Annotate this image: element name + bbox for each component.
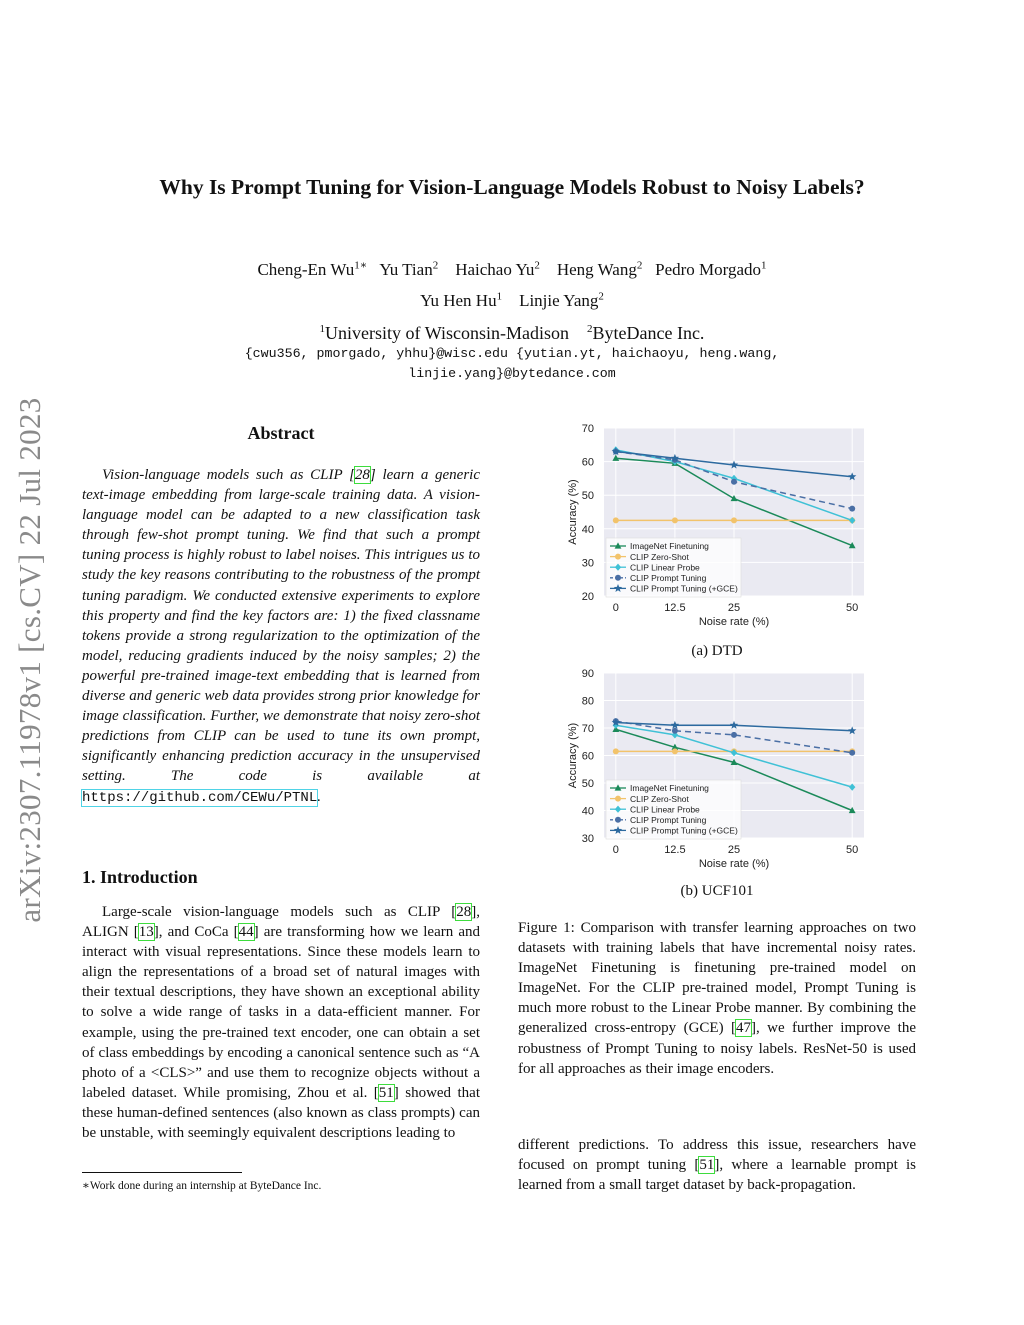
- author: Linjie Yang$^2$: [519, 290, 604, 310]
- legend-label: CLIP Linear Probe: [630, 804, 700, 815]
- y-tick-label: 80: [581, 695, 594, 708]
- subcaption-ucf101: (b) UCF101: [680, 883, 754, 899]
- y-tick-label: 30: [581, 833, 594, 845]
- citation-link[interactable]: 44: [238, 924, 254, 941]
- intro-heading: 1. Introduction: [82, 867, 198, 887]
- y-tick-label: 20: [581, 591, 594, 603]
- chart-ucf101-svg: [548, 660, 878, 875]
- citation-link[interactable]: 51: [699, 1157, 715, 1174]
- x-tick-label: 25: [727, 844, 741, 856]
- y-axis-label: Accuracy (%): [567, 479, 579, 545]
- author: Haichao Yu$^2$: [455, 259, 540, 279]
- x-axis-label: Noise rate (%): [698, 858, 770, 870]
- x-tick-label: 12.5: [664, 844, 686, 856]
- footnote-rule: [82, 1172, 242, 1173]
- emails-line-2: linjie.yang}@bytedance.com: [408, 366, 616, 381]
- x-tick-label: 12.5: [664, 602, 686, 614]
- data-point: [672, 728, 678, 734]
- citation-link[interactable]: 28: [456, 904, 472, 920]
- y-tick-label: 40: [581, 805, 594, 818]
- legend-marker: [615, 554, 621, 560]
- data-point: [672, 748, 678, 754]
- arxiv-stamp: [8, 365, 52, 955]
- y-tick-label: 70: [581, 723, 594, 735]
- chart-dtd: [548, 420, 878, 635]
- authors-line-1: [0, 258, 1024, 280]
- authors-line-2: [0, 290, 1024, 311]
- legend-marker: [615, 796, 621, 802]
- y-tick-label: 70: [581, 423, 594, 435]
- x-tick-label: 25: [727, 602, 741, 614]
- legend-label: ImageNet Finetuning: [630, 783, 709, 794]
- data-point: [731, 479, 737, 485]
- legend-label: CLIP Zero-Shot: [630, 551, 689, 562]
- chart-ucf101: [548, 660, 878, 875]
- legend-label: CLIP Prompt Tuning: [630, 573, 707, 583]
- data-point: [849, 750, 855, 756]
- data-point: [613, 517, 619, 523]
- legend-label: CLIP Linear Probe: [630, 562, 700, 573]
- citation-link[interactable]: 13: [138, 924, 154, 941]
- y-axis-label: Accuracy (%): [567, 722, 579, 789]
- right-column-text: different predictions. To address this issue, researchers have focused on prompt tuning [51], where a learnable prompt is learned from a small target dataset by back-propagation.: [518, 1137, 917, 1194]
- y-tick-label: 30: [581, 557, 594, 570]
- author: Yu Tian$^2$: [379, 259, 439, 279]
- arxiv-id: arXiv:2307.11978v1 [cs.CV] 22 Jul 2023: [12, 397, 47, 923]
- y-tick-label: 50: [581, 490, 594, 503]
- code-link[interactable]: https://github.com/CEWu/PTNL: [82, 789, 318, 806]
- legend-marker: [615, 575, 621, 581]
- abstract-text: Vision-language models such as CLIP [28] learn a generic text-image embedding from large-scale training data. A vision-language model can be adapted to a new classification task through few-shot prompt tuning. We find that such a prompt tuning process is highly robust to label noises. This intrigues us to study the key reasons contributing to the robustness of the prompt tuning paradigm. We conducted extensive experiments to explore this property and find the key factors are: 1) the fixed classname tokens provide a strong regularization to the optimization of the model, reducing gradients induced by the noisy samples; 2) the powerful pre-trained image-text embedding that is learned from diverse and generic web data provides strong prior knowledge for image classification. Further, we demonstrate that noisy zero-shot predictions from CLIP can be used to tune its own prompt, significantly enhancing prediction accuracy in the unsupervised setting. The code is available at https://github.com/CEWu/PTNL.: [82, 467, 480, 806]
- y-tick-label: 90: [581, 668, 594, 680]
- chart-dtd-svg: [548, 420, 878, 635]
- x-tick-label: 50: [846, 602, 859, 614]
- intro-text: Large-scale vision-language models such as CLIP [28], ALIGN [13], and CoCa [44] are transforming how we learn and interact with visual representations. Since these models learn to align the representations of a broad set of natural images with their textual descriptions, they have shown an exceptional ability to solve a wide range of tasks in a data-efficient manner. For example, using the pre-trained text encoder, one can obtain a set of class embeddings by encoding a canonical sentence such as “A photo of a <CLS>” and use them to recognize objects without a labeled dataset. While promising, Zhou et al. [51] showed that these human-defined sentences (also known as class prompts) can be unstable, with seemingly equivalent descriptions leading to: [82, 904, 480, 1142]
- legend-marker: [615, 817, 621, 823]
- legend-label: ImageNet Finetuning: [630, 541, 709, 552]
- legend-label: CLIP Zero-Shot: [630, 793, 689, 804]
- author: Heng Wang$^2$: [556, 259, 643, 279]
- author: Pedro Morgado$^1$: [655, 259, 767, 279]
- x-axis-label: Noise rate (%): [698, 616, 770, 628]
- y-tick-label: 40: [581, 523, 594, 536]
- data-point: [731, 517, 737, 523]
- x-tick-label: 0: [612, 602, 619, 614]
- paper-title: Why Is Prompt Tuning for Vision-Language Models Robust to Noisy Labels?: [159, 175, 865, 199]
- y-tick-label: 60: [581, 750, 594, 763]
- data-point: [613, 748, 619, 754]
- legend-label: CLIP Prompt Tuning (+GCE): [630, 825, 738, 836]
- subcaption-dtd: (a) DTD: [691, 643, 743, 659]
- author: Yu Hen Hu$^1$: [420, 290, 503, 310]
- citation-link[interactable]: 51: [378, 1084, 394, 1101]
- y-tick-label: 60: [581, 456, 594, 469]
- data-point: [731, 732, 737, 738]
- y-tick-label: 50: [581, 778, 594, 790]
- legend-label: CLIP Prompt Tuning (+GCE): [630, 583, 738, 594]
- emails-line-1: {cwu356, pmorgado, yhhu}@wisc.edu {yutian.yt, haichaoyu, heng.wang,: [244, 346, 780, 361]
- citation-link[interactable]: 47: [736, 1020, 751, 1037]
- legend-label: CLIP Prompt Tuning: [630, 815, 707, 825]
- data-point: [849, 506, 855, 512]
- author: Cheng-En $Wu^{1∗}$: [257, 259, 368, 279]
- affiliations: $^1$University of Wisconsin-Madison $^2$ByteDance Inc.: [319, 323, 705, 343]
- data-point: [672, 517, 678, 523]
- abstract-heading: Abstract: [247, 423, 315, 443]
- x-tick-label: 0: [612, 844, 619, 856]
- x-tick-label: 50: [846, 844, 859, 856]
- figure-caption: Figure 1: Comparison with transfer learning approaches on two datasets with training labels that have incremental noisy rates. ImageNet Finetuning is finetuning pre-trained model on ImageNet. For the CLIP pre-trained model, Prompt Tuning is much more robust to the Linear Probe manner. By combining the generalized cross-entropy (GCE) [47], we further improve the robustness of Prompt Tuning to noisy labels. ResNet-50 is used for all approaches as their image encoders.: [518, 920, 917, 1077]
- citation-link[interactable]: 28: [354, 467, 370, 483]
- footnote: ∗Work done during an internship at ByteDance Inc.: [82, 1180, 322, 1192]
